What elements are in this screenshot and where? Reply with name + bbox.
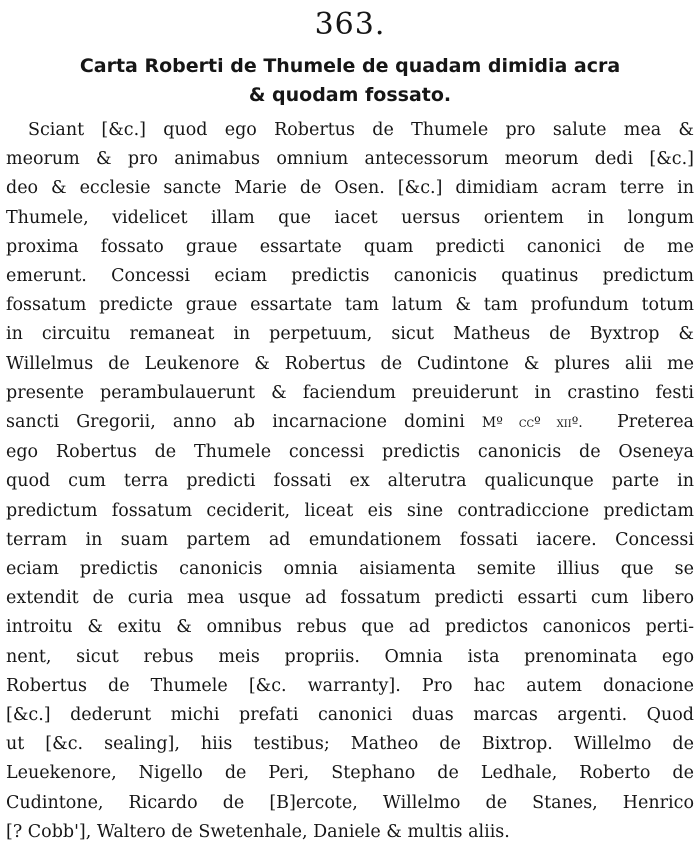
charter-title: [6, 52, 694, 110]
charter-body: [6, 116, 694, 847]
text-line: meorum & pro animabus omnium antecessorum meorum dedi [&c.]: [6, 149, 694, 170]
text-line: in circuitu remaneat in perpetuum, sicut Matheus de Byxtrop &: [6, 324, 694, 345]
text-line: predictum fossatum ceciderit, liceat eis sine contradiccione predictam: [6, 500, 694, 521]
text-line: Thumele, videlicet illam que iacet uersus orientem in longum: [6, 207, 694, 228]
text-line: emerunt. Concessi eciam predictis canonicis quatinus predictum: [6, 266, 694, 287]
text-line: eciam predictis canonicis omnia aisiamenta semite illius que se: [6, 559, 694, 580]
charter-title-line-1: Carta Roberti de Thumele de quadam dimidia acra: [79, 55, 621, 77]
page-number: 363.: [314, 7, 386, 42]
text-line: presente perambulauerunt & faciendum preuiderunt in crastino festi: [6, 382, 694, 403]
text-line: Willelmus de Leukenore & Robertus de Cudintone & plures alii me: [6, 353, 694, 374]
text-line: Robertus de Thumele [&c. warranty]. Pro hac autem donacione: [6, 675, 694, 696]
charter-title-line-2: & quodam fossato.: [248, 84, 452, 106]
date-line-after: Preterea: [616, 412, 694, 433]
text-line: deo & ecclesie sancte Marie de Osen. [&c.] dimidiam acram terre in: [6, 178, 694, 199]
text-line: Sciant [&c.] quod ego Robertus de Thumele pro salute mea &: [28, 120, 694, 140]
text-line: ut [&c. sealing], hiis testibus; Matheo de Bixtrop. Willelmo de: [6, 734, 694, 755]
text-line: [&c.] dederunt michi prefati canonici duas marcas argenti. Quod: [6, 705, 694, 726]
charter-date: Mº ccº xiiº.: [481, 415, 583, 432]
text-line: extendit de curia mea usque ad fossatum predicti essarti cum libero: [6, 588, 694, 609]
text-line: [? Cobb'], Waltero de Swetenhale, Daniele & multis aliis.: [6, 821, 510, 842]
text-line: terram in suam partem ad emundationem fossati iacere. Concessi: [6, 529, 694, 550]
text-line-date: [6, 408, 694, 438]
text-line: ego Robertus de Thumele concessi predictis canonicis de Oseneya: [6, 442, 694, 463]
text-line: nent, sicut rebus meis propriis. Omnia ista prenominata ego: [6, 646, 694, 667]
text-line: proxima fossato graue essartate quam predicti canonici de me: [6, 236, 694, 257]
text-line: quod cum terra predicti fossati ex alterutra qualicunque parte in: [6, 471, 694, 492]
text-line: Cudintone, Ricardo de [B]ercote, Willelmo de Stanes, Henrico: [6, 792, 694, 813]
text-line: fossatum predicte graue essartate tam latum & tam profundum totum: [6, 295, 694, 316]
date-line-before: sancti Gregorii, anno ab incarnacione domini: [6, 412, 465, 433]
text-line: Leuekenore, Nigello de Peri, Stephano de Ledhale, Roberto de: [6, 763, 694, 784]
text-line: introitu & exitu & omnibus rebus que ad predictos canonicos perti-: [6, 617, 694, 638]
